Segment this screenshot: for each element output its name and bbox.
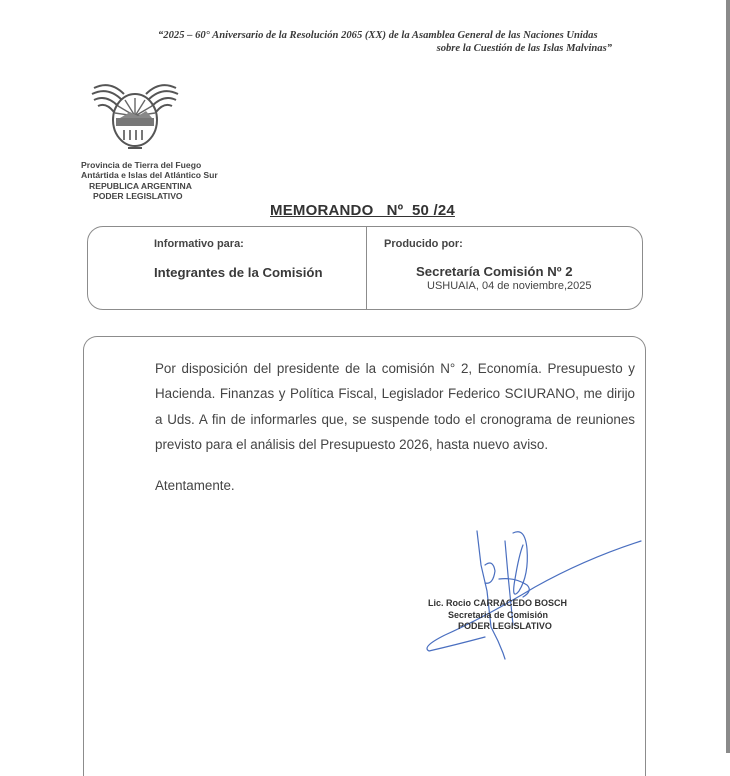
org-country: REPUBLICA ARGENTINA [89,180,192,191]
signer-name: Lic. Rocio CARRACEDO BOSCH [428,598,568,608]
signature-block [428,598,567,633]
page-edge [726,0,730,753]
from-label: Producido por: [384,238,463,250]
header-quote-line1: “2025 – 60° Aniversario de la Resolución 2065 (XX) de la Asamblea General de las Naciones Unidas [158,30,598,41]
org-branch: PODER LEGISLATIVO [93,191,183,202]
closing: Atentamente. [155,478,235,493]
org-region: Antártida e Islas del Atlántico Sur [81,170,218,181]
info-box [87,226,643,310]
coat-of-arms-icon [90,78,180,156]
info-divider [366,227,367,309]
signature-icon [415,525,645,665]
organization-block [81,160,218,202]
body-paragraph: Por disposición del presidente de la comisión N° 2, Economía. Presupuesto y Hacienda. Finanzas y Política Fiscal, Legislador Federico SCIURANO, me dirijo a Uds. A fin de informarles que, se suspende todo el cronograma de reuniones previsto para el análisis del Presupuesto 2026, hasta nuevo aviso. [155,361,635,452]
to-value: Integrantes de la Comisión [154,265,323,280]
header-quote [150,29,620,55]
memo-title: MEMORANDO Nº 50 /24 [270,202,455,219]
to-label: Informativo para: [154,238,244,250]
signer-role: Secretaria de Comisión [448,609,549,620]
org-province: Provincia de Tierra del Fuego [81,160,202,170]
from-value: Secretaría Comisión Nº 2 [416,264,573,279]
header-quote-line2: sobre la Cuestión de las Islas Malvinas” [436,43,612,54]
memo-date: USHUAIA, 04 de noviembre,2025 [427,280,592,292]
signer-office: PODER LEGISLATIVO [458,621,552,631]
body-text [155,356,635,457]
